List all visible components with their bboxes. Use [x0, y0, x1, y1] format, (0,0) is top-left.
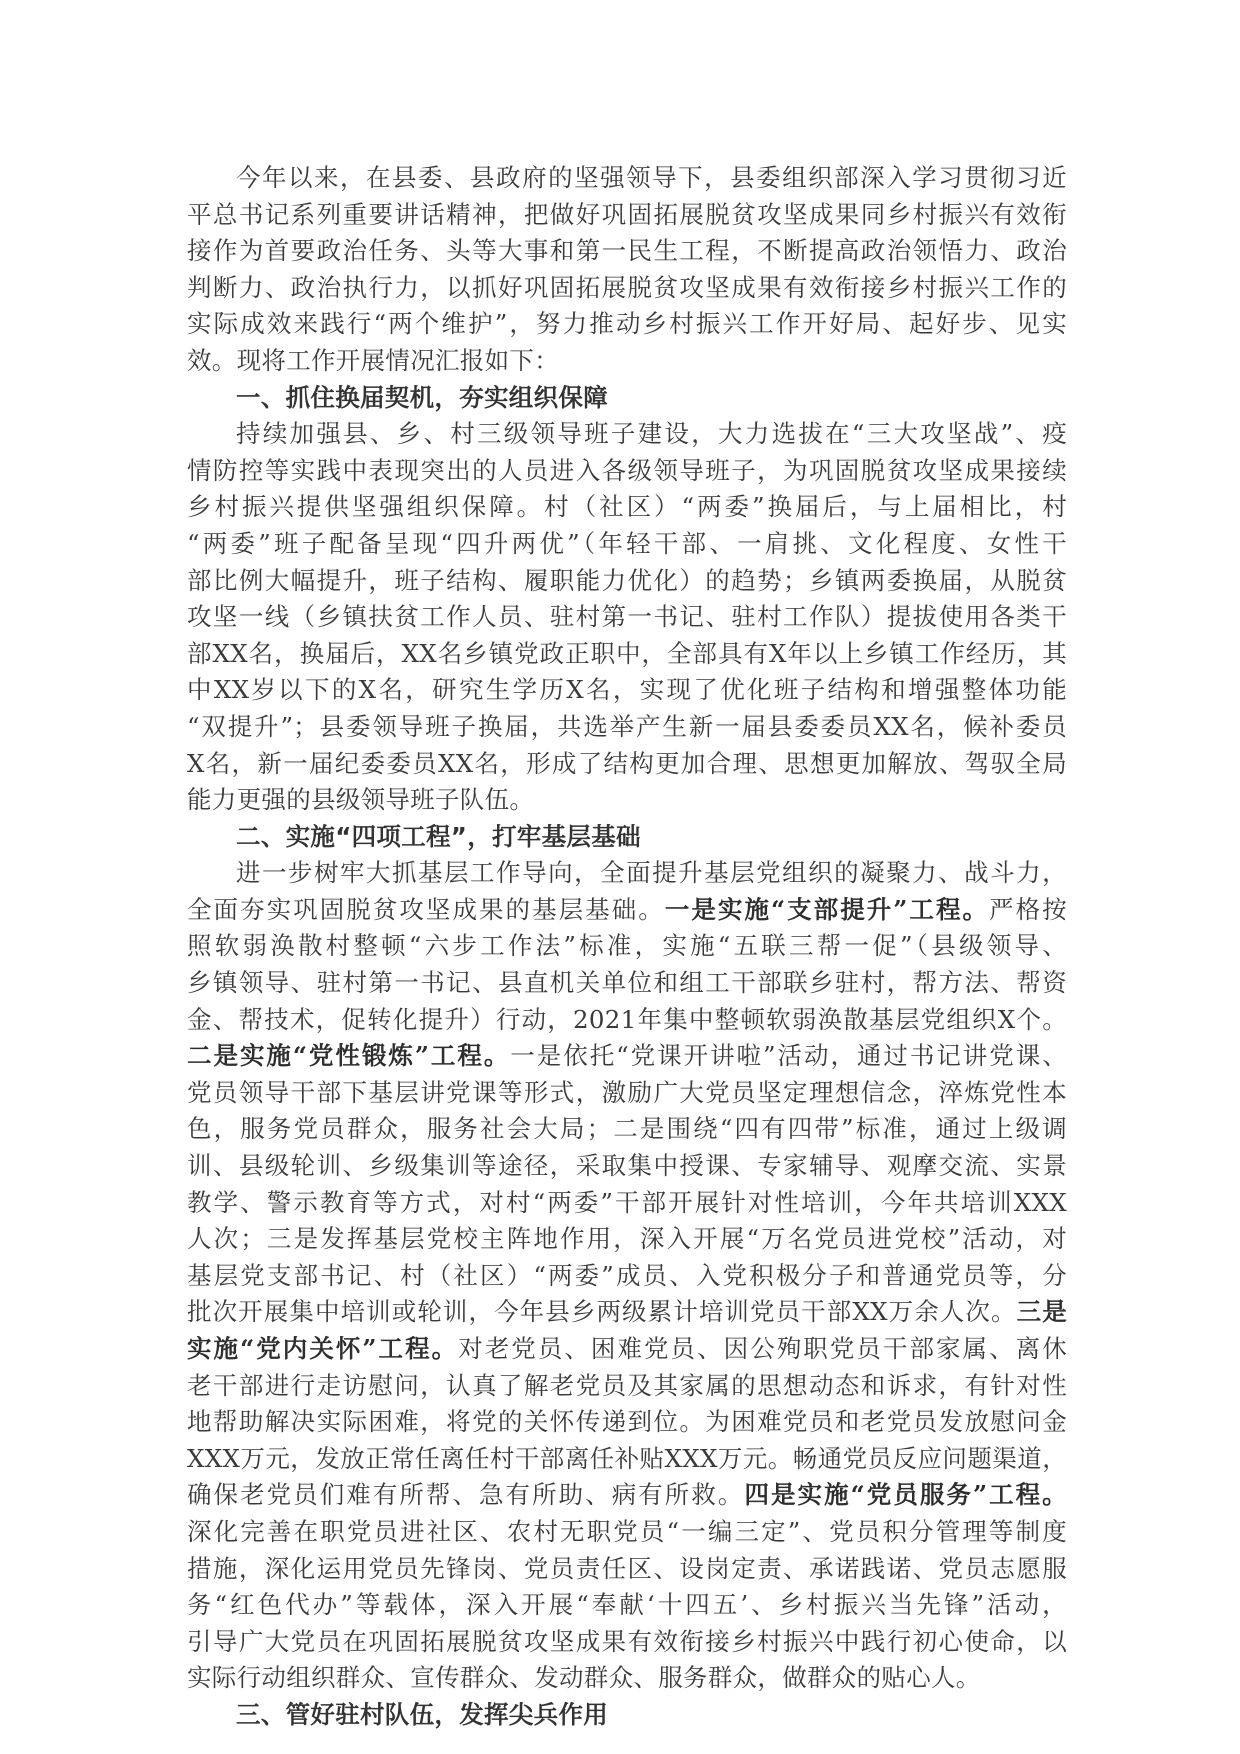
text-line: 照软弱涣散村整顿“六步工作法”标准，实施“五联三帮一促”（县级领导、 [187, 931, 1068, 961]
bold-subheading: 二是实施“党性锻炼”工程。 [187, 1041, 511, 1071]
text-line: 务“红色代办”等载体，深入开展“奉献‘十四五’、乡村振兴当先锋”活动， [187, 1590, 1067, 1620]
text-line: 平总书记系列重要讲话精神，把做好巩固拓展脱贫攻坚成果同乡村振兴有效衔 [187, 199, 1067, 229]
text-line: 人次；三是发挥基层党校主阵地作用，深入开展“万名党员进党校”活动，对 [187, 1224, 1067, 1254]
section-heading-1: 一、抓住换届契机，夯实组织保障 [236, 382, 608, 412]
text-line: 引导广大党员在巩固拓展脱贫攻坚成果有效衔接乡村振兴中践行初心使命，以 [187, 1626, 1067, 1656]
bold-subheading: 三是 [1016, 1297, 1068, 1327]
text-line: 实际行动组织群众、宣传群众、发动群众、服务群众，做群众的贴心人。 [187, 1663, 981, 1693]
text-line: 实施“党内关怀”工程。对老党员、困难党员、因公殉职党员干部家属、离休 [187, 1334, 1067, 1363]
text-line: 乡村振兴提供坚强组织保障。村（社区）“两委”换届后，与上届相比，村 [187, 492, 1067, 522]
document-page [187, 160, 1067, 1734]
text-line: 判断力、政治执行力，以抓好巩固拓展脱贫攻坚成果有效衔接乡村振兴工作的 [187, 272, 1067, 302]
text-line: 情防控等实践中表现突出的人员进入各级领导班子，为巩固脱贫攻坚成果接续 [187, 455, 1067, 485]
text-line: 中XX岁以下的X名，研究生学历X名，实现了优化班子结构和增强整体功能 [187, 675, 1067, 705]
text-line: 二是实施“党性锻炼”工程。一是依托“党课开讲啦”活动，通过书记讲党课、 [187, 1041, 1067, 1071]
text-line: 基层党支部书记、村（社区）“两委”成员、入党积极分子和普通党员等，分 [187, 1260, 1067, 1290]
text-line: XXX万元，发放正常任离任村干部离任补贴XXX万元。畅通党员反应问题渠道， [187, 1443, 1067, 1473]
text-line: 实际成效来践行“两个维护”，努力推动乡村振兴工作开好局、起好步、见实 [187, 309, 1067, 339]
section-1-paragraph [187, 416, 1067, 819]
text-line: 色，服务党员群众，服务社会大局；二是围绕“四有四带”标准，通过上级调 [187, 1114, 1067, 1144]
text-line: 训、县级轮训、乡级集训等途径，采取集中授课、专家辅导、观摩交流、实景 [187, 1151, 1067, 1181]
text-line: 接作为首要政治任务、头等大事和第一民生工程，不断提高政治领悟力、政治 [187, 236, 1067, 266]
text-line: 部XX名，换届后，XX名乡镇党政正职中，全部具有X年以上乡镇工作经历，其 [187, 638, 1067, 668]
text-line: 部比例大幅提升，班子结构、履职能力优化）的趋势；乡镇两委换届，从脱贫 [187, 565, 1067, 595]
text-line: 老干部进行走访慰问，认真了解老党员及其家属的思想动态和诉求，有针对性 [187, 1370, 1067, 1400]
text-line: X名，新一届纪委委员XX名，形成了结构更加合理、思想更加解放、驾驭全局 [187, 748, 1067, 778]
section-heading-3: 三、管好驻村队伍，发挥尖兵作用 [236, 1699, 608, 1729]
bold-subheading: 实施“党内关怀”工程。 [187, 1334, 459, 1363]
text-line: 今年以来，在县委、县政府的坚强领导下，县委组织部深入学习贯彻习近 [236, 163, 1067, 192]
text-line: 全面夯实巩固脱贫攻坚成果的基层基础。一是实施“支部提升”工程。严格按 [187, 894, 1067, 924]
text-line: 持续加强县、乡、村三级领导班子建设，大力选拔在“三大攻坚战”、疫 [236, 419, 1067, 449]
text-line: 金、帮技术，促转化提升）行动，2021年集中整顿软弱涣散基层党组织X个。 [187, 1004, 1067, 1034]
text-line: 措施，深化运用党员先锋岗、党员责任区、设岗定责、承诺践诺、党员志愿服 [187, 1553, 1067, 1583]
text-line: 地帮助解决实际困难，将党的关怀传递到位。为困难党员和老党员发放慰问金 [187, 1407, 1067, 1437]
section-heading-2: 二、实施“四项工程”，打牢基层基础 [236, 821, 641, 851]
text-line: 攻坚一线（乡镇扶贫工作人员、驻村第一书记、驻村工作队）提拔使用各类干 [187, 602, 1067, 632]
text-line: 进一步树牢大抓基层工作导向，全面提升基层党组织的凝聚力、战斗力， [236, 858, 1067, 888]
bold-subheading: 一是实施“支部提升”工程。 [664, 894, 990, 924]
text-line: 效。现将工作开展情况汇报如下： [187, 345, 559, 375]
text-line: 乡镇领导、驻村第一书记、县直机关单位和组工干部联乡驻村，帮方法、帮资 [187, 968, 1067, 998]
text-line: 确保老党员们难有所帮、急有所助、病有所救。四是实施“党员服务”工程。 [187, 1480, 1067, 1510]
text-line: 党员领导干部下基层讲党课等形式，激励广大党员坚定理想信念，淬炼党性本 [187, 1077, 1067, 1107]
text-line: 能力更强的县级领导班子队伍。 [187, 785, 535, 815]
intro-paragraph [187, 160, 1067, 380]
section-2-paragraph [187, 855, 1067, 1697]
text-line: “两委”班子配备呈现“四升两优”（年轻干部、一肩挑、文化程度、女性干 [187, 528, 1067, 558]
text-line: 深化完善在职党员进社区、农村无职党员“一编三定”、党员积分管理等制度 [187, 1516, 1067, 1546]
text-line: 批次开展集中培训或轮训，今年县乡两级累计培训党员干部XX万余人次。三是 [187, 1297, 1068, 1327]
text-line: “双提升”；县委领导班子换届，共选举产生新一届县委委员XX名，候补委员 [187, 711, 1067, 741]
text-line: 教学、警示教育等方式，对村“两委”干部开展针对性培训，今年共培训XXX [187, 1187, 1067, 1217]
bold-subheading: 四是实施“党员服务”工程。 [744, 1480, 1067, 1510]
